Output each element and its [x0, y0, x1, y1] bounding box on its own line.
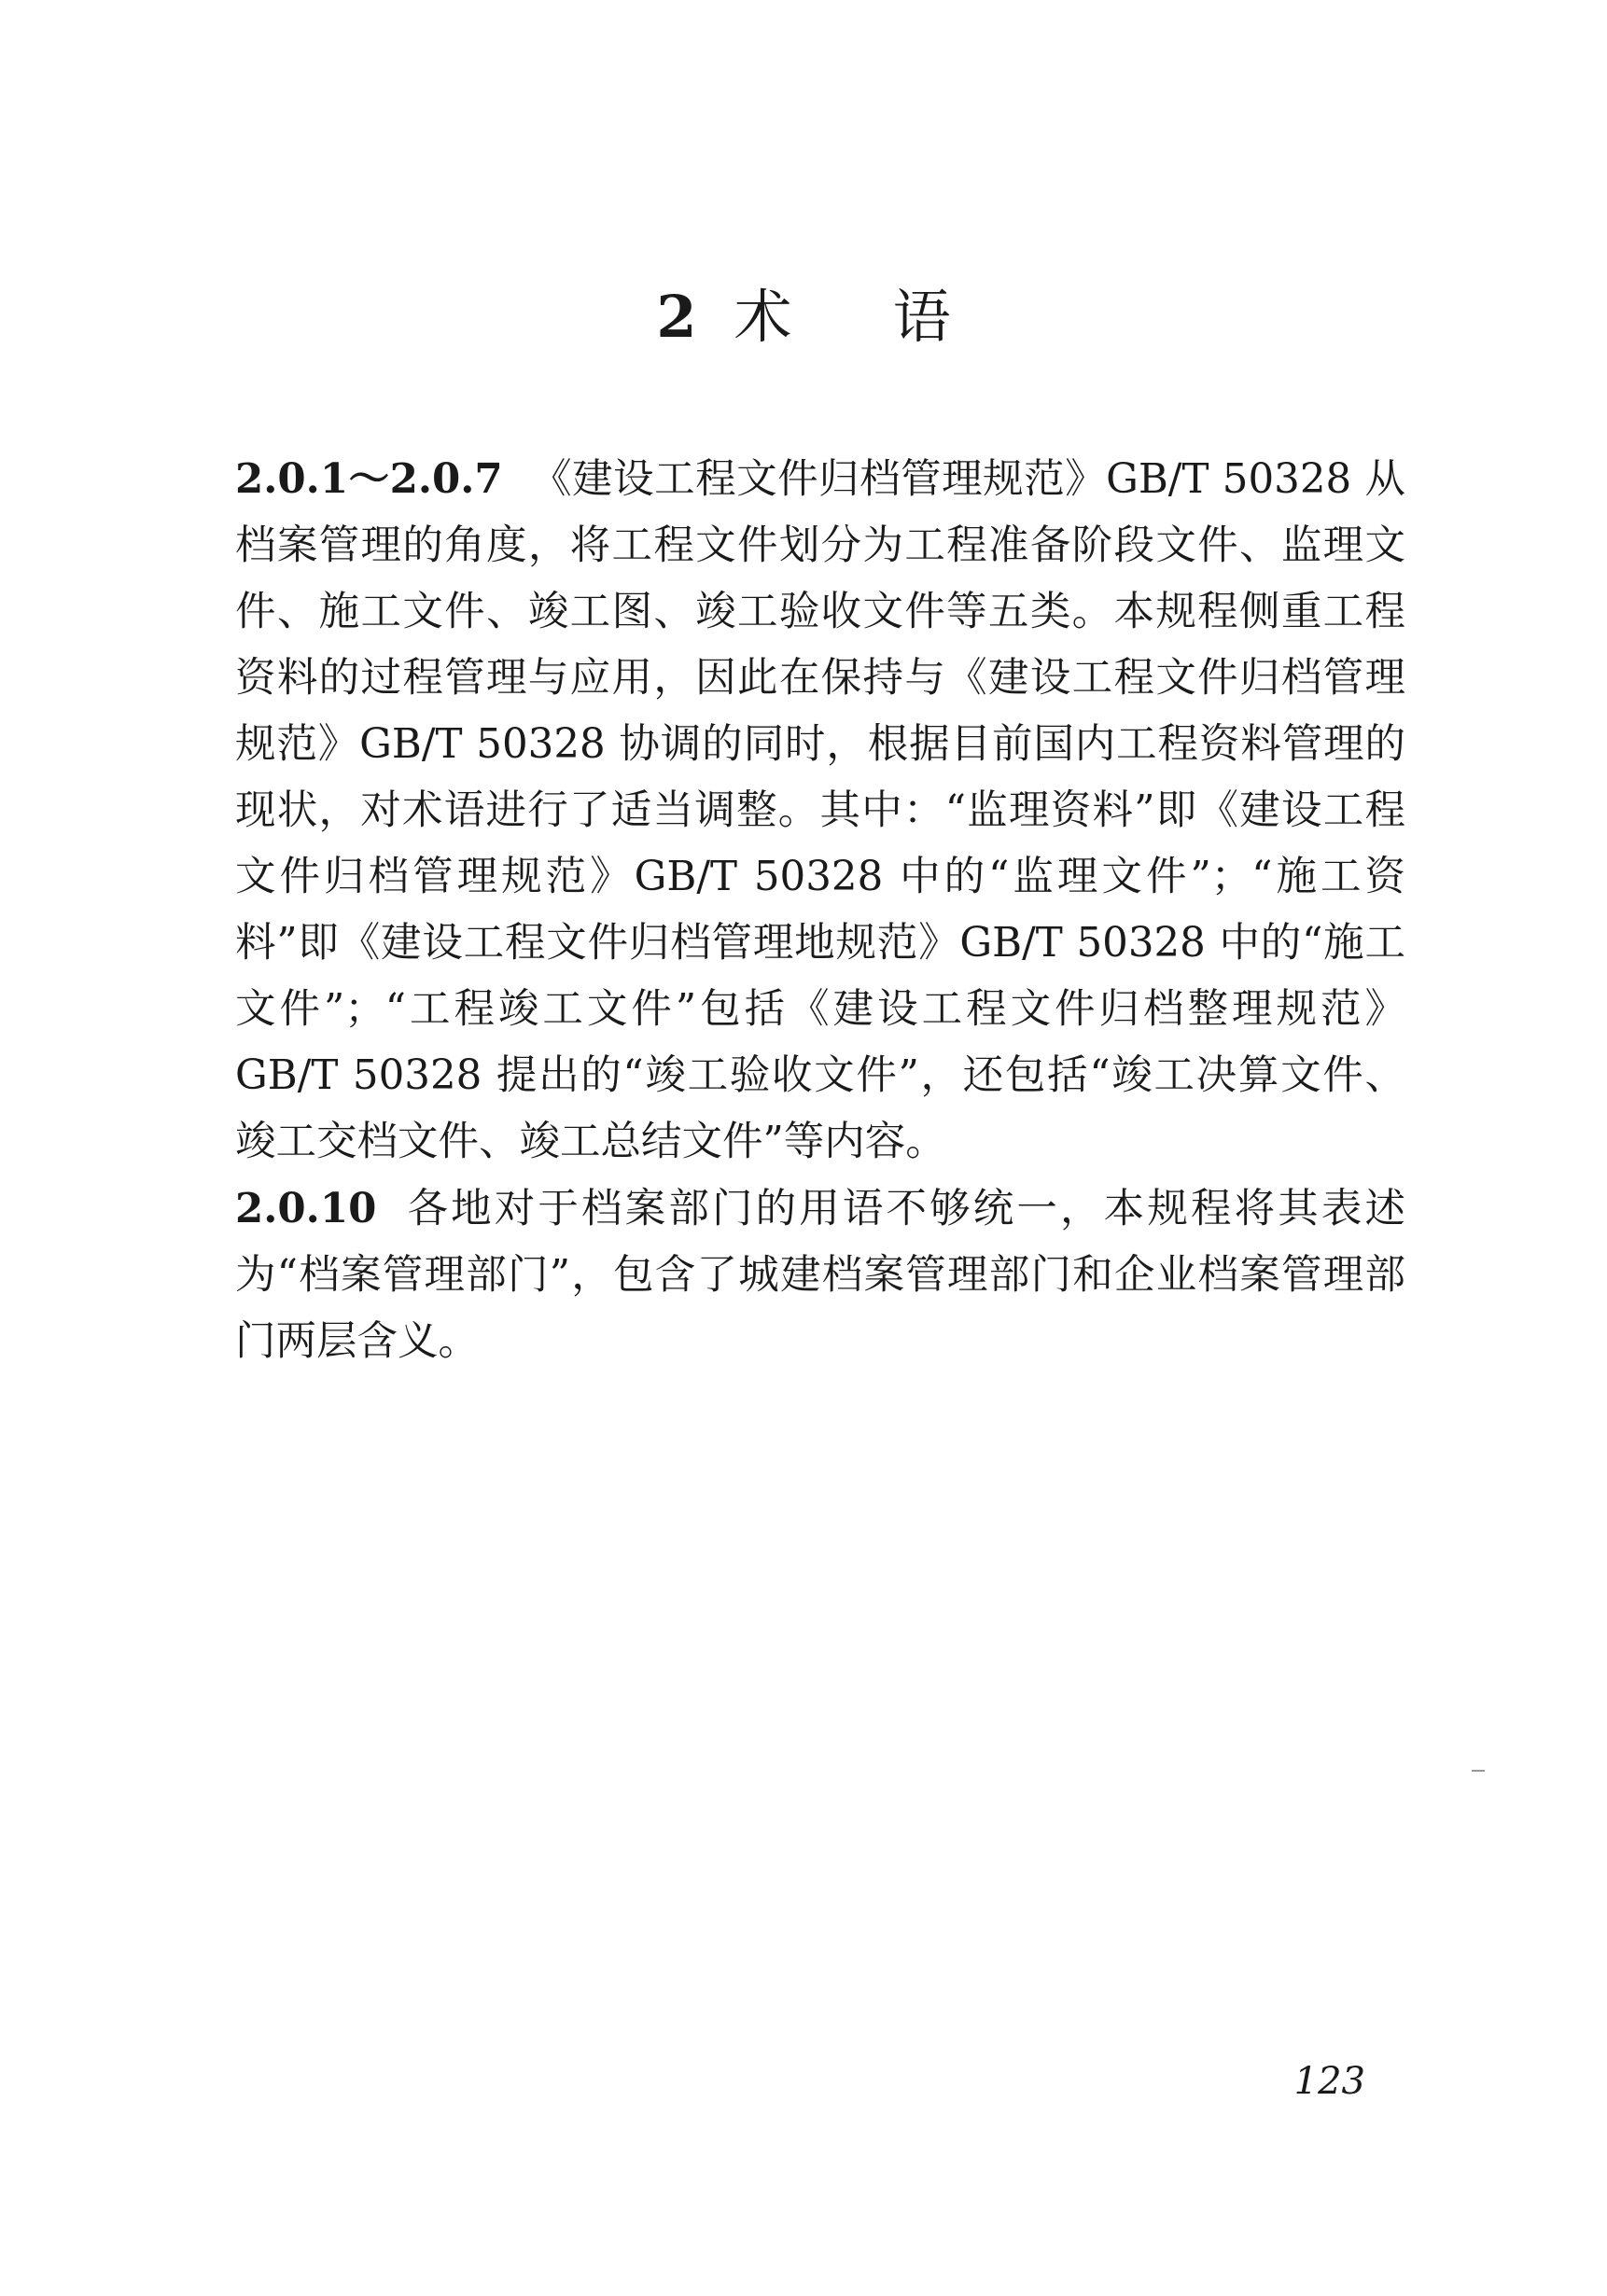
clause-text: 《建设工程文件归档管理规范》GB/T 50328 从档案管理的角度，将工程文件划分为工程准备阶段文件、监理文件、施工文件、竣工图、竣工验收文件等五类。本规程侧重工程资料的过程管理与应用，因此在保持与《建设工程文件归档管理规范》GB/T 50328 协调的同时，根据目前国内工程资料管理的现状，对术语进行了适当调整。其中：“监理资料”即《建设工程文件归档管理规范》GB/T 50328 中的“监理文件”；“施工资料”即《建设工程文件归档管理地规范》GB/T 50328 中的“施工文件”；“工程竣工文件”包括《建设工程文件归档整理规范》GB/T 50328 提出的“竣工验收文件”，还包括“竣工决算文件、竣工交档文件、竣工总结文件”等内容。 [235, 456, 1405, 1165]
chapter-title-char-1: 术 [734, 283, 792, 351]
body-text [235, 446, 1405, 1375]
clause-number: 2.0.10 [235, 1185, 377, 1232]
chapter-title-char-2: 语 [892, 283, 951, 351]
scan-mark [1472, 1770, 1485, 1772]
clause-number: 2.0.1～2.0.7 [235, 455, 503, 503]
page-number: 123 [1293, 2060, 1365, 2103]
clause-2-0-10 [235, 1176, 1405, 1375]
clause-text: 各地对于档案部门的用语不够统一，本规程将其表述为“档案管理部门”，包含了城建档案管理部门和企业档案管理部门两层含义。 [235, 1186, 1405, 1365]
chapter-number: 2 [656, 283, 697, 351]
chapter-title [0, 280, 1607, 355]
clause-2-0-1-to-2-0-7 [235, 446, 1405, 1176]
